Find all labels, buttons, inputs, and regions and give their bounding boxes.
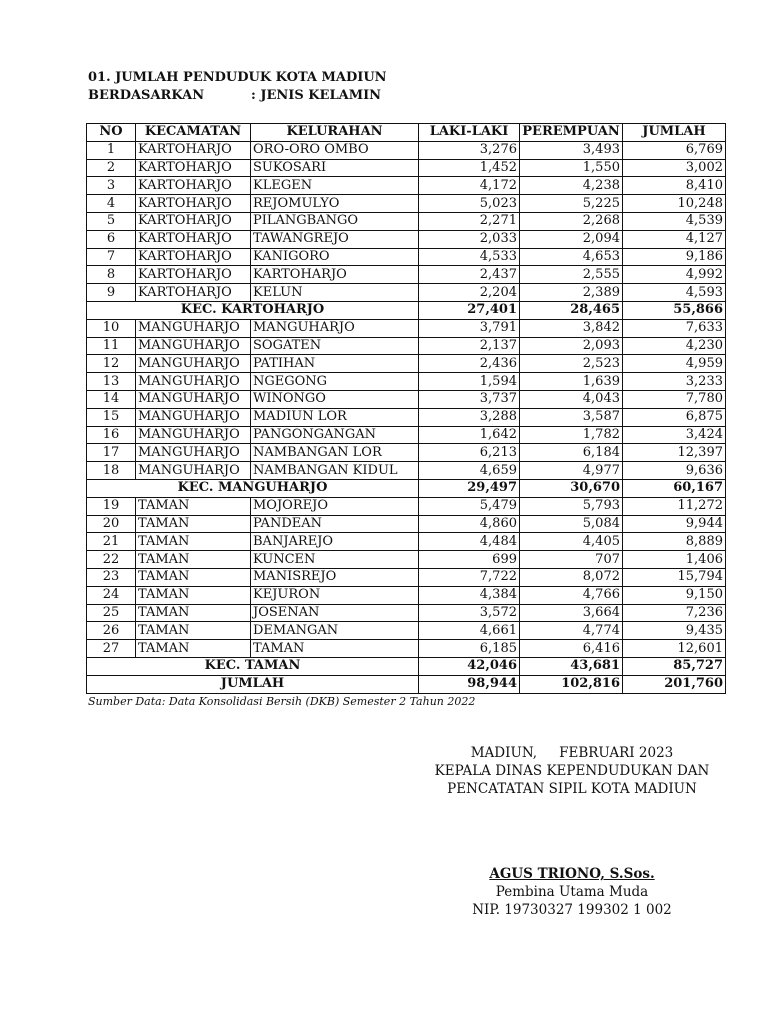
cell-kelurahan: MOJOREJO <box>251 497 419 515</box>
cell-laki-laki: 6,213 <box>419 444 520 462</box>
cell-no: 3 <box>87 177 136 195</box>
cell-jumlah: 4,593 <box>623 284 726 302</box>
cell-kelurahan: DEMANGAN <box>251 622 419 640</box>
cell-kecamatan: MANGUHARJO <box>136 462 251 480</box>
cell-jumlah: 11,272 <box>623 497 726 515</box>
cell-no: 21 <box>87 533 136 551</box>
signatory-nip: NIP. 19730327 199302 1 002 <box>472 902 672 918</box>
table-row <box>87 408 726 426</box>
cell-jumlah: 3,002 <box>623 159 726 177</box>
cell-kecamatan: MANGUHARJO <box>136 408 251 426</box>
cell-kecamatan: KARTOHARJO <box>136 230 251 248</box>
cell-kelurahan: TAMAN <box>251 640 419 658</box>
cell-kelurahan: NAMBANGAN KIDUL <box>251 462 419 480</box>
cell-kecamatan: TAMAN <box>136 640 251 658</box>
cell-perempuan: 4,766 <box>520 586 623 604</box>
col-header-kelurahan: KELURAHAN <box>251 124 419 142</box>
cell-kecamatan: TAMAN <box>136 515 251 533</box>
table-row <box>87 462 726 480</box>
cell-no: 2 <box>87 159 136 177</box>
table-row <box>87 266 726 284</box>
cell-kecamatan: TAMAN <box>136 586 251 604</box>
cell-perempuan: 4,405 <box>520 533 623 551</box>
cell-laki-laki: 2,137 <box>419 337 520 355</box>
cell-kecamatan: TAMAN <box>136 622 251 640</box>
cell-laki-laki: 4,533 <box>419 248 520 266</box>
cell-kecamatan: KARTOHARJO <box>136 212 251 230</box>
cell-jumlah: 4,230 <box>623 337 726 355</box>
subtotal-laki-laki: 27,401 <box>419 301 520 319</box>
document-title: 01. JUMLAH PENDUDUK KOTA MADIUN <box>88 70 387 85</box>
cell-no: 1 <box>87 141 136 159</box>
cell-jumlah: 12,601 <box>623 640 726 658</box>
cell-kelurahan: MANGUHARJO <box>251 319 419 337</box>
table-row <box>87 568 726 586</box>
table-row <box>87 390 726 408</box>
cell-no: 6 <box>87 230 136 248</box>
cell-no: 26 <box>87 622 136 640</box>
table-row <box>87 284 726 302</box>
cell-perempuan: 3,842 <box>520 319 623 337</box>
cell-perempuan: 5,225 <box>520 195 623 213</box>
total-perempuan: 102,816 <box>520 675 623 693</box>
signatory-rank: Pembina Utama Muda <box>495 884 649 900</box>
cell-jumlah: 4,959 <box>623 355 726 373</box>
cell-kelurahan: PANDEAN <box>251 515 419 533</box>
table-row <box>87 622 726 640</box>
subtotal-label: KEC. KARTOHARJO <box>87 301 419 319</box>
subtotal-row <box>87 301 726 319</box>
cell-perempuan: 6,416 <box>520 640 623 658</box>
cell-no: 23 <box>87 568 136 586</box>
cell-kelurahan: TAWANGREJO <box>251 230 419 248</box>
cell-laki-laki: 4,484 <box>419 533 520 551</box>
cell-laki-laki: 3,791 <box>419 319 520 337</box>
cell-jumlah: 7,780 <box>623 390 726 408</box>
cell-laki-laki: 2,436 <box>419 355 520 373</box>
cell-no: 18 <box>87 462 136 480</box>
cell-perempuan: 1,550 <box>520 159 623 177</box>
table-row <box>87 515 726 533</box>
cell-laki-laki: 3,288 <box>419 408 520 426</box>
cell-laki-laki: 5,479 <box>419 497 520 515</box>
table-row <box>87 373 726 391</box>
cell-kelurahan: JOSENAN <box>251 604 419 622</box>
cell-jumlah: 9,435 <box>623 622 726 640</box>
cell-perempuan: 3,493 <box>520 141 623 159</box>
cell-kecamatan: KARTOHARJO <box>136 248 251 266</box>
cell-kelurahan: MANISREJO <box>251 568 419 586</box>
cell-no: 15 <box>87 408 136 426</box>
cell-jumlah: 3,233 <box>623 373 726 391</box>
cell-kelurahan: WINONGO <box>251 390 419 408</box>
basis-value: : JENIS KELAMIN <box>251 88 382 103</box>
cell-kelurahan: MADIUN LOR <box>251 408 419 426</box>
cell-kecamatan: MANGUHARJO <box>136 337 251 355</box>
cell-perempuan: 2,555 <box>520 266 623 284</box>
subtotal-laki-laki: 42,046 <box>419 657 520 675</box>
signature-city: MADIUN, <box>470 745 538 761</box>
cell-no: 11 <box>87 337 136 355</box>
cell-laki-laki: 7,722 <box>419 568 520 586</box>
cell-kelurahan: PATIHAN <box>251 355 419 373</box>
table-row <box>87 319 726 337</box>
cell-no: 17 <box>87 444 136 462</box>
total-row <box>87 675 726 693</box>
basis-label: BERDASARKAN <box>88 88 205 103</box>
cell-laki-laki: 4,661 <box>419 622 520 640</box>
cell-kecamatan: MANGUHARJO <box>136 355 251 373</box>
cell-jumlah: 6,769 <box>623 141 726 159</box>
cell-laki-laki: 4,172 <box>419 177 520 195</box>
subtotal-laki-laki: 29,497 <box>419 479 520 497</box>
cell-kecamatan: MANGUHARJO <box>136 390 251 408</box>
cell-kecamatan: TAMAN <box>136 568 251 586</box>
cell-jumlah: 10,248 <box>623 195 726 213</box>
cell-laki-laki: 6,185 <box>419 640 520 658</box>
cell-laki-laki: 3,737 <box>419 390 520 408</box>
cell-kelurahan: REJOMULYO <box>251 195 419 213</box>
cell-jumlah: 12,397 <box>623 444 726 462</box>
table-row <box>87 640 726 658</box>
cell-kecamatan: KARTOHARJO <box>136 141 251 159</box>
cell-laki-laki: 4,860 <box>419 515 520 533</box>
cell-laki-laki: 1,642 <box>419 426 520 444</box>
subtotal-jumlah: 85,727 <box>623 657 726 675</box>
cell-no: 8 <box>87 266 136 284</box>
signature-date <box>430 744 714 762</box>
table-row <box>87 212 726 230</box>
cell-kecamatan: TAMAN <box>136 497 251 515</box>
cell-no: 25 <box>87 604 136 622</box>
cell-no: 22 <box>87 551 136 569</box>
cell-kelurahan: KELUN <box>251 284 419 302</box>
cell-perempuan: 2,268 <box>520 212 623 230</box>
cell-jumlah: 4,127 <box>623 230 726 248</box>
table-row <box>87 604 726 622</box>
cell-kecamatan: KARTOHARJO <box>136 284 251 302</box>
cell-kelurahan: KUNCEN <box>251 551 419 569</box>
total-laki-laki: 98,944 <box>419 675 520 693</box>
col-header-laki-laki: LAKI-LAKI <box>419 124 520 142</box>
cell-jumlah: 7,633 <box>623 319 726 337</box>
cell-perempuan: 2,093 <box>520 337 623 355</box>
cell-no: 19 <box>87 497 136 515</box>
cell-jumlah: 4,992 <box>623 266 726 284</box>
cell-perempuan: 4,774 <box>520 622 623 640</box>
cell-kelurahan: NAMBANGAN LOR <box>251 444 419 462</box>
cell-laki-laki: 2,437 <box>419 266 520 284</box>
signatory-name: AGUS TRIONO, S.Sos. <box>489 866 655 882</box>
cell-kecamatan: KARTOHARJO <box>136 266 251 284</box>
cell-perempuan: 3,587 <box>520 408 623 426</box>
table-header-row <box>87 124 726 142</box>
table-row <box>87 177 726 195</box>
cell-laki-laki: 4,659 <box>419 462 520 480</box>
table-row <box>87 248 726 266</box>
table-body <box>87 141 726 693</box>
cell-perempuan: 2,094 <box>520 230 623 248</box>
cell-no: 4 <box>87 195 136 213</box>
subtotal-jumlah: 55,866 <box>623 301 726 319</box>
cell-jumlah: 9,150 <box>623 586 726 604</box>
cell-jumlah: 8,889 <box>623 533 726 551</box>
table-row <box>87 586 726 604</box>
cell-no: 13 <box>87 373 136 391</box>
table-row <box>87 141 726 159</box>
col-header-kecamatan: KECAMATAN <box>136 124 251 142</box>
cell-perempuan: 4,238 <box>520 177 623 195</box>
col-header-jumlah: JUMLAH <box>623 124 726 142</box>
cell-no: 7 <box>87 248 136 266</box>
cell-kelurahan: PANGONGANGAN <box>251 426 419 444</box>
cell-perempuan: 4,043 <box>520 390 623 408</box>
total-jumlah: 201,760 <box>623 675 726 693</box>
cell-laki-laki: 3,572 <box>419 604 520 622</box>
subtotal-label: KEC. MANGUHARJO <box>87 479 419 497</box>
cell-kecamatan: MANGUHARJO <box>136 319 251 337</box>
cell-laki-laki: 2,204 <box>419 284 520 302</box>
cell-laki-laki: 2,271 <box>419 212 520 230</box>
cell-no: 12 <box>87 355 136 373</box>
subtotal-row <box>87 657 726 675</box>
cell-kecamatan: TAMAN <box>136 604 251 622</box>
cell-kelurahan: KLEGEN <box>251 177 419 195</box>
cell-no: 10 <box>87 319 136 337</box>
table-row <box>87 444 726 462</box>
cell-jumlah: 6,875 <box>623 408 726 426</box>
table-row <box>87 551 726 569</box>
cell-laki-laki: 699 <box>419 551 520 569</box>
cell-perempuan: 3,664 <box>520 604 623 622</box>
cell-kecamatan: KARTOHARJO <box>136 195 251 213</box>
cell-perempuan: 6,184 <box>520 444 623 462</box>
cell-jumlah: 1,406 <box>623 551 726 569</box>
subtotal-label: KEC. TAMAN <box>87 657 419 675</box>
table-row <box>87 159 726 177</box>
cell-perempuan: 2,523 <box>520 355 623 373</box>
cell-jumlah: 15,794 <box>623 568 726 586</box>
cell-laki-laki: 3,276 <box>419 141 520 159</box>
cell-jumlah: 9,944 <box>623 515 726 533</box>
cell-laki-laki: 1,452 <box>419 159 520 177</box>
cell-no: 20 <box>87 515 136 533</box>
cell-kelurahan: KARTOHARJO <box>251 266 419 284</box>
table-row <box>87 497 726 515</box>
subtotal-row <box>87 479 726 497</box>
cell-kelurahan: NGEGONG <box>251 373 419 391</box>
cell-kecamatan: TAMAN <box>136 533 251 551</box>
table-row <box>87 337 726 355</box>
subtotal-jumlah: 60,167 <box>623 479 726 497</box>
cell-no: 24 <box>87 586 136 604</box>
cell-jumlah: 8,410 <box>623 177 726 195</box>
cell-perempuan: 1,782 <box>520 426 623 444</box>
cell-laki-laki: 5,023 <box>419 195 520 213</box>
cell-perempuan: 8,072 <box>520 568 623 586</box>
cell-perempuan: 4,653 <box>520 248 623 266</box>
cell-laki-laki: 4,384 <box>419 586 520 604</box>
cell-no: 14 <box>87 390 136 408</box>
total-label: JUMLAH <box>87 675 419 693</box>
cell-kelurahan: SOGATEN <box>251 337 419 355</box>
cell-jumlah: 7,236 <box>623 604 726 622</box>
col-header-perempuan: PEREMPUAN <box>520 124 623 142</box>
cell-no: 27 <box>87 640 136 658</box>
table-row <box>87 195 726 213</box>
signature-month-year: FEBRUARI 2023 <box>559 745 674 761</box>
cell-kelurahan: SUKOSARI <box>251 159 419 177</box>
cell-kecamatan: MANGUHARJO <box>136 426 251 444</box>
source-note: Sumber Data: Data Konsolidasi Bersih (DKB) Semester 2 Tahun 2022 <box>88 695 476 708</box>
subtotal-perempuan: 28,465 <box>520 301 623 319</box>
cell-kecamatan: MANGUHARJO <box>136 444 251 462</box>
cell-kelurahan: ORO-ORO OMBO <box>251 141 419 159</box>
cell-kecamatan: MANGUHARJO <box>136 373 251 391</box>
cell-kecamatan: TAMAN <box>136 551 251 569</box>
document-subtitle <box>88 88 382 103</box>
cell-jumlah: 9,186 <box>623 248 726 266</box>
cell-jumlah: 3,424 <box>623 426 726 444</box>
cell-kecamatan: KARTOHARJO <box>136 159 251 177</box>
cell-laki-laki: 2,033 <box>419 230 520 248</box>
cell-kelurahan: KANIGORO <box>251 248 419 266</box>
cell-kelurahan: KEJURON <box>251 586 419 604</box>
table-row <box>87 426 726 444</box>
cell-no: 16 <box>87 426 136 444</box>
cell-kelurahan: PILANGBANGO <box>251 212 419 230</box>
signature-title-line1: KEPALA DINAS KEPENDUDUKAN DAN <box>434 763 710 779</box>
subtotal-perempuan: 30,670 <box>520 479 623 497</box>
cell-perempuan: 5,793 <box>520 497 623 515</box>
cell-no: 5 <box>87 212 136 230</box>
table-row <box>87 355 726 373</box>
population-table <box>86 123 726 694</box>
cell-jumlah: 9,636 <box>623 462 726 480</box>
cell-jumlah: 4,539 <box>623 212 726 230</box>
cell-perempuan: 5,084 <box>520 515 623 533</box>
cell-perempuan: 1,639 <box>520 373 623 391</box>
table-row <box>87 230 726 248</box>
cell-perempuan: 2,389 <box>520 284 623 302</box>
subtotal-perempuan: 43,681 <box>520 657 623 675</box>
col-header-no: NO <box>87 124 136 142</box>
table-row <box>87 533 726 551</box>
cell-kecamatan: KARTOHARJO <box>136 177 251 195</box>
cell-perempuan: 4,977 <box>520 462 623 480</box>
signature-title-line2: PENCATATAN SIPIL KOTA MADIUN <box>447 781 697 797</box>
cell-kelurahan: BANJAREJO <box>251 533 419 551</box>
cell-perempuan: 707 <box>520 551 623 569</box>
cell-laki-laki: 1,594 <box>419 373 520 391</box>
cell-no: 9 <box>87 284 136 302</box>
